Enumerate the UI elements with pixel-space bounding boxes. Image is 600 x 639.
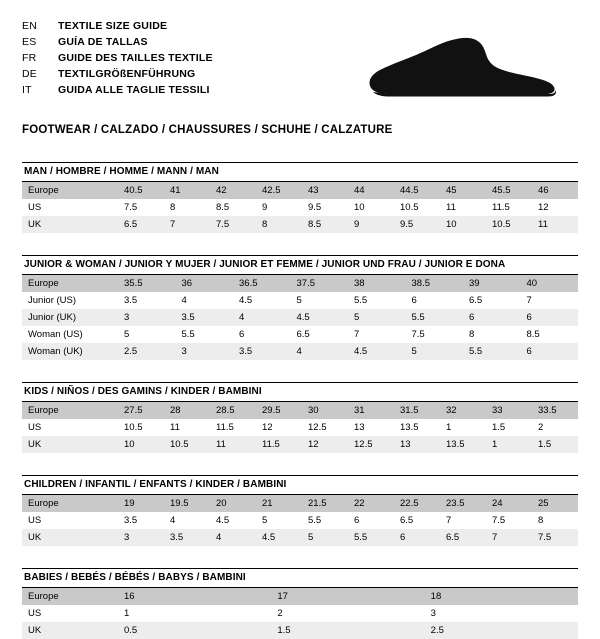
cell: 13 [394, 436, 440, 453]
row-label: Junior (US) [28, 295, 77, 306]
cell: 3.5 [164, 529, 210, 546]
row-label: US [28, 515, 42, 526]
cell: 3.5 [233, 343, 291, 360]
language-code: EN [22, 20, 37, 32]
row-label: Junior (UK) [22, 309, 118, 326]
cell: 29.5 [256, 402, 302, 419]
table-row [22, 588, 578, 605]
cell: 22 [348, 495, 394, 512]
cell: 6 [239, 329, 245, 340]
cell: 21.5 [302, 495, 348, 512]
table-row [22, 495, 578, 512]
cell: 13 [354, 422, 365, 433]
language-title: GUÍA DE TALLAS [58, 36, 148, 48]
cell: 2.5 [425, 622, 578, 639]
cell: 31.5 [394, 402, 440, 419]
cell: 13.5 [400, 422, 419, 433]
cell: 45.5 [486, 182, 532, 199]
cell: 3.5 [124, 295, 138, 306]
cell: 45 [440, 182, 486, 199]
cell: 6 [463, 309, 521, 326]
cell: 9.5 [308, 202, 322, 213]
cell: 6 [411, 295, 417, 306]
table-row [22, 419, 578, 436]
cell: 7.5 [124, 202, 138, 213]
cell: 1 [124, 608, 130, 619]
cell: 36 [176, 275, 234, 292]
cell: 17 [271, 588, 424, 605]
cell: 1.5 [532, 436, 578, 453]
language-title: TEXTILGRÖßENFÜHRUNG [58, 68, 196, 80]
cell: 42 [210, 182, 256, 199]
cell: 8.5 [216, 202, 230, 213]
cell: 4.5 [239, 295, 253, 306]
size-table-junior-woman [22, 275, 578, 360]
cell: 3.5 [176, 309, 234, 326]
cell: 8 [256, 216, 302, 233]
cell: 6 [354, 515, 360, 526]
cell: 4 [210, 529, 256, 546]
cell: 2 [277, 608, 283, 619]
row-label: UK [22, 216, 118, 233]
table-row [22, 605, 578, 622]
cell: 38 [348, 275, 406, 292]
cell: 10 [354, 202, 365, 213]
cell: 6 [521, 343, 579, 360]
section-babies [22, 568, 578, 639]
cell: 38.5 [406, 275, 464, 292]
cell: 11.5 [256, 436, 302, 453]
section-title: BABIES / BEBÉS / BÉBÉS / BABYS / BAMBINI [22, 568, 578, 588]
cell: 31 [348, 402, 394, 419]
cell: 1.5 [271, 622, 424, 639]
size-table-babies [22, 588, 578, 639]
cell: 46 [532, 182, 578, 199]
cell: 3.5 [124, 515, 138, 526]
cell: 4.5 [216, 515, 230, 526]
cell: 27.5 [118, 402, 164, 419]
cell: 12 [302, 436, 348, 453]
cell: 11 [532, 216, 578, 233]
cell: 5.5 [463, 343, 521, 360]
table-row [22, 216, 578, 233]
section-kids [22, 382, 578, 453]
cell: 8 [170, 202, 176, 213]
cell: 6.5 [469, 295, 483, 306]
cell: 1.5 [492, 422, 506, 433]
cell: 4 [170, 515, 176, 526]
cell: 11 [210, 436, 256, 453]
cell: 4 [291, 343, 349, 360]
cell: 8 [538, 515, 544, 526]
table-row [22, 402, 578, 419]
cell: 12 [262, 422, 273, 433]
table-row [22, 275, 578, 292]
cell: 6.5 [296, 329, 310, 340]
cell: 7 [486, 529, 532, 546]
cell: 10.5 [400, 202, 419, 213]
cell: 1 [486, 436, 532, 453]
cell: 3 [176, 343, 234, 360]
cell: 39 [463, 275, 521, 292]
table-row [22, 199, 578, 216]
cell: 7 [354, 329, 360, 340]
cell: 28.5 [210, 402, 256, 419]
size-table-children [22, 495, 578, 546]
cell: 2 [538, 422, 544, 433]
cell: 4 [181, 295, 187, 306]
cell: 9.5 [394, 216, 440, 233]
section-man [22, 162, 578, 233]
cell: 3 [118, 309, 176, 326]
cell: 40 [521, 275, 579, 292]
table-row [22, 182, 578, 199]
cell: 10.5 [164, 436, 210, 453]
cell: 8 [469, 329, 475, 340]
cell: 7 [446, 515, 452, 526]
table-row [22, 529, 578, 546]
cell: 11.5 [492, 202, 510, 213]
cell: 7.5 [210, 216, 256, 233]
cell: 9 [262, 202, 268, 213]
cell: 42.5 [256, 182, 302, 199]
row-label: US [28, 202, 42, 213]
size-table-man [22, 182, 578, 233]
cell: 12 [538, 202, 549, 213]
language-row [22, 18, 578, 34]
cell: 20 [210, 495, 256, 512]
cell: 5.5 [308, 515, 322, 526]
section-title: MAN / HOMBRE / HOMME / MANN / MAN [22, 162, 578, 182]
cell: 5.5 [354, 295, 368, 306]
cell: 13.5 [440, 436, 486, 453]
row-label: UK [22, 622, 118, 639]
language-title: TEXTILE SIZE GUIDE [58, 20, 168, 32]
row-label: UK [22, 436, 118, 453]
language-title: GUIDE DES TAILLES TEXTILE [58, 52, 213, 64]
cell: 7.5 [492, 515, 506, 526]
row-label: US [28, 422, 42, 433]
cell: 7 [526, 295, 532, 306]
language-code: DE [22, 68, 37, 80]
cell: 18 [425, 588, 578, 605]
cell: 8.5 [302, 216, 348, 233]
row-label: Europe [22, 275, 118, 292]
cell: 4 [233, 309, 291, 326]
cell: 5 [124, 329, 130, 340]
section-title: CHILDREN / INFANTIL / ENFANTS / KINDER / BAMBINI [22, 475, 578, 495]
cell: 10.5 [486, 216, 532, 233]
table-row [22, 292, 578, 309]
footwear-heading: FOOTWEAR / CALZADO / CHAUSSURES / SCHUHE / CALZATURE [22, 124, 393, 136]
cell: 37.5 [291, 275, 349, 292]
cell: 6.5 [440, 529, 486, 546]
cell: 1 [446, 422, 452, 433]
table-row [22, 622, 578, 639]
size-table-kids [22, 402, 578, 453]
cell: 32 [440, 402, 486, 419]
row-label: Woman (US) [28, 329, 83, 340]
cell: 9 [348, 216, 394, 233]
cell: 22.5 [394, 495, 440, 512]
cell: 5.5 [348, 529, 394, 546]
table-row [22, 309, 578, 326]
cell: 24 [486, 495, 532, 512]
language-code: IT [22, 84, 32, 96]
dress-shoe-icon [358, 34, 568, 104]
cell: 44 [348, 182, 394, 199]
cell: 3 [430, 608, 436, 619]
cell: 5.5 [406, 309, 464, 326]
row-label: Woman (UK) [22, 343, 118, 360]
cell: 30 [302, 402, 348, 419]
language-code: FR [22, 52, 37, 64]
cell: 4.5 [256, 529, 302, 546]
cell: 21 [256, 495, 302, 512]
table-row [22, 512, 578, 529]
cell: 6 [521, 309, 579, 326]
cell: 11 [170, 422, 180, 433]
language-code: ES [22, 36, 37, 48]
table-row [22, 326, 578, 343]
row-label: Europe [22, 402, 118, 419]
cell: 5 [262, 515, 268, 526]
cell: 6.5 [400, 515, 414, 526]
section-children [22, 475, 578, 546]
row-label: UK [22, 529, 118, 546]
cell: 44.5 [394, 182, 440, 199]
row-label: US [28, 608, 42, 619]
cell: 10.5 [124, 422, 143, 433]
row-label: Europe [22, 495, 118, 512]
cell: 2.5 [118, 343, 176, 360]
cell: 40.5 [118, 182, 164, 199]
cell: 4.5 [348, 343, 406, 360]
cell: 6 [394, 529, 440, 546]
table-row [22, 343, 578, 360]
cell: 36.5 [233, 275, 291, 292]
cell: 7 [164, 216, 210, 233]
cell: 23.5 [440, 495, 486, 512]
cell: 8.5 [526, 329, 540, 340]
cell: 33.5 [532, 402, 578, 419]
cell: 16 [118, 588, 271, 605]
cell: 25 [532, 495, 578, 512]
section-junior-woman [22, 255, 578, 360]
cell: 12.5 [348, 436, 394, 453]
cell: 28 [164, 402, 210, 419]
cell: 5 [296, 295, 302, 306]
cell: 5 [302, 529, 348, 546]
section-title: KIDS / NIÑOS / DES GAMINS / KINDER / BAMBINI [22, 382, 578, 402]
document-header [22, 18, 578, 110]
row-label: Europe [22, 182, 118, 199]
cell: 5.5 [181, 329, 195, 340]
cell: 11 [446, 202, 456, 213]
cell: 5 [406, 343, 464, 360]
table-row [22, 436, 578, 453]
cell: 19 [118, 495, 164, 512]
cell: 7.5 [411, 329, 425, 340]
cell: 33 [486, 402, 532, 419]
cell: 6.5 [118, 216, 164, 233]
cell: 0.5 [118, 622, 271, 639]
cell: 5 [348, 309, 406, 326]
cell: 11.5 [216, 422, 234, 433]
cell: 43 [302, 182, 348, 199]
cell: 41 [164, 182, 210, 199]
cell: 12.5 [308, 422, 327, 433]
section-title: JUNIOR & WOMAN / JUNIOR Y MUJER / JUNIOR ET FEMME / JUNIOR UND FRAU / JUNIOR E DONA [22, 255, 578, 275]
cell: 10 [118, 436, 164, 453]
cell: 35.5 [118, 275, 176, 292]
language-title: GUIDA ALLE TAGLIE TESSILI [58, 84, 210, 96]
cell: 3 [118, 529, 164, 546]
cell: 19.5 [164, 495, 210, 512]
cell: 10 [440, 216, 486, 233]
cell: 4.5 [291, 309, 349, 326]
row-label: Europe [22, 588, 118, 605]
cell: 7.5 [532, 529, 578, 546]
